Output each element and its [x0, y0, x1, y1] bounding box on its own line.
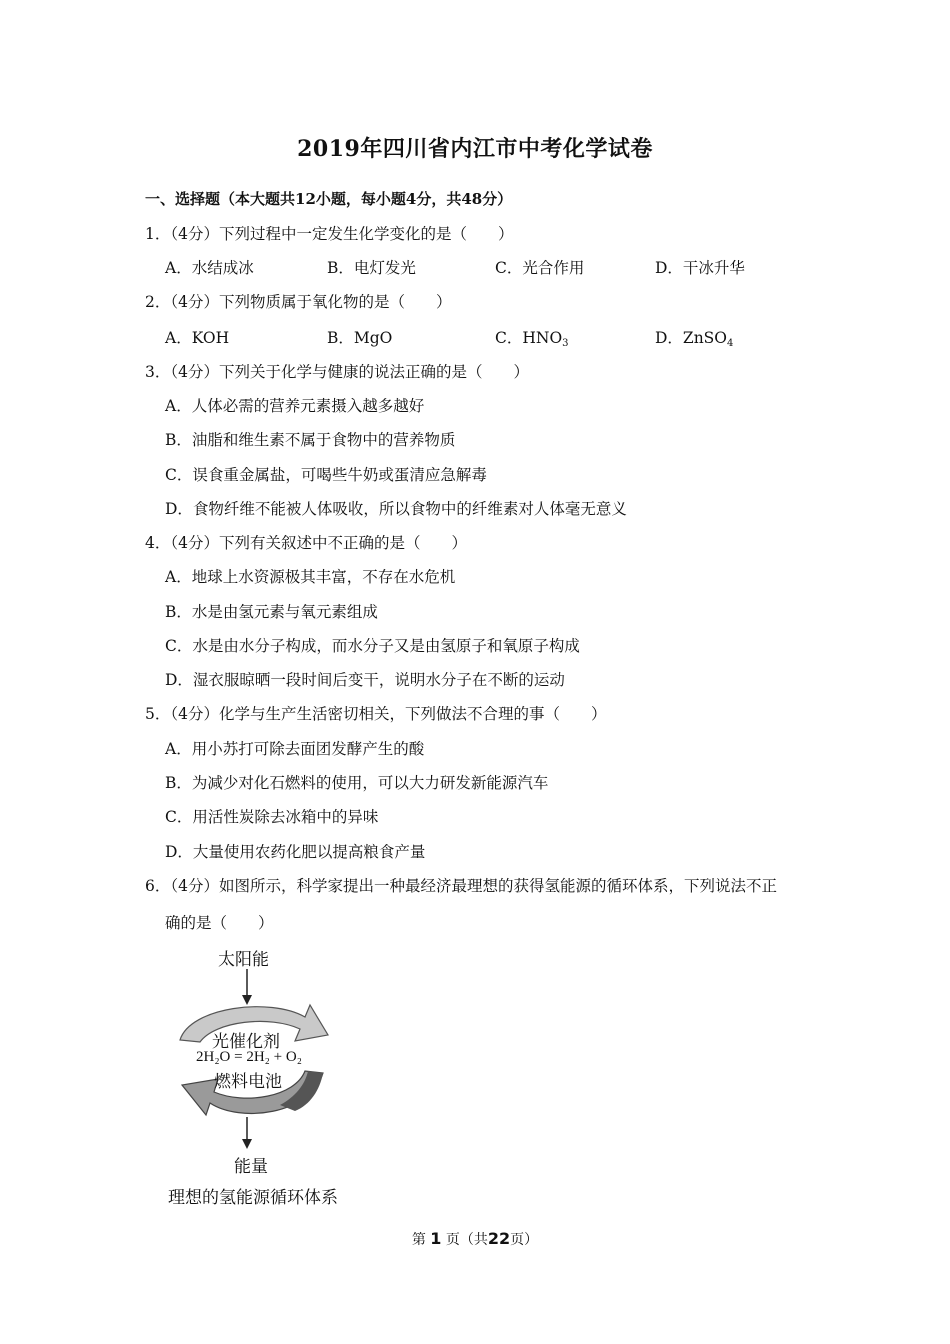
page-number: 1: [430, 1229, 442, 1248]
option-d: D．ZnSO$_4$: [655, 329, 734, 349]
figure-caption: 理想的氢能源循环体系: [168, 1188, 338, 1208]
option-c: C．光合作用: [495, 259, 585, 277]
question-2-stem: 2．（4分）下列物质属于氧化物的是（ ）: [145, 293, 452, 311]
option-b: B．MgO: [327, 329, 393, 347]
question-6-stem-line-1: 6．（4分）如图所示，科学家提出一种最经济最理想的获得氢能源的循环体系，下列说法不正: [145, 877, 777, 895]
option-c: C．$HNO_3$: [495, 329, 569, 349]
question-4-option-a: A．地球上水资源极其丰富，不存在水危机: [165, 568, 456, 586]
photocatalyst-label: 光催化剂: [212, 1032, 280, 1052]
question-4-stem: 4．（4分）下列有关叙述中不正确的是（ ）: [145, 534, 467, 552]
question-4-option-b: B．水是由氢元素与氧元素组成: [165, 603, 378, 621]
question-4-option-d: D．湿衣服晾晒一段时间后变干，说明水分子在不断的运动: [165, 671, 565, 689]
question-3-option-c: C．误食重金属盐，可喝些牛奶或蛋清应急解毒: [165, 466, 487, 484]
section-heading: 一、选择题（本大题共12小题，每小题4分，共48分）: [145, 190, 513, 208]
page-title: 2019年四川省内江市中考化学试卷: [297, 136, 653, 162]
fuel-cell-label: 燃料电池: [214, 1072, 282, 1092]
solar-energy-label: 太阳能: [218, 950, 269, 970]
question-1-stem: 1．（4分）下列过程中一定发生化学变化的是（ ）: [145, 225, 514, 243]
question-5-option-c: C．用活性炭除去冰箱中的异味: [165, 808, 379, 826]
question-3-option-a: A．人体必需的营养元素摄入越多越好: [165, 397, 425, 415]
question-4-option-c: C．水是由水分子构成，而水分子又是由氢原子和氧原子构成: [165, 637, 580, 655]
question-5-option-d: D．大量使用农药化肥以提高粮食产量: [165, 843, 426, 861]
question-3-option-b: B．油脂和维生素不属于食物中的营养物质: [165, 431, 456, 449]
option-d: D．干冰升华: [655, 259, 745, 277]
question-5-stem: 5．（4分）化学与生产生活密切相关，下列做法不合理的事（ ）: [145, 705, 607, 723]
total-pages: 22: [487, 1229, 511, 1248]
question-5-option-b: B．为减少对化石燃料的使用，可以大力研发新能源汽车: [165, 774, 549, 792]
question-3-option-d: D．食物纤维不能被人体吸收，所以食物中的纤维素对人体毫无意义: [165, 500, 627, 518]
option-a: A．KOH: [165, 329, 230, 347]
option-b: B．电灯发光: [327, 259, 416, 277]
question-3-stem: 3．（4分）下列关于化学与健康的说法正确的是（ ）: [145, 363, 529, 381]
reaction-equation: 2H₂O = 2H₂ + O₂: [196, 1049, 302, 1065]
option-a: A．水结成冰: [165, 259, 254, 277]
question-6-stem-line-2: 确的是（ ）: [165, 914, 274, 932]
hydrogen-cycle-figure: [160, 945, 360, 1210]
page-footer: 第 1 页（共22页）: [411, 1229, 539, 1248]
energy-label: 能量: [234, 1157, 268, 1177]
question-5-option-a: A．用小苏打可除去面团发酵产生的酸: [165, 740, 425, 758]
